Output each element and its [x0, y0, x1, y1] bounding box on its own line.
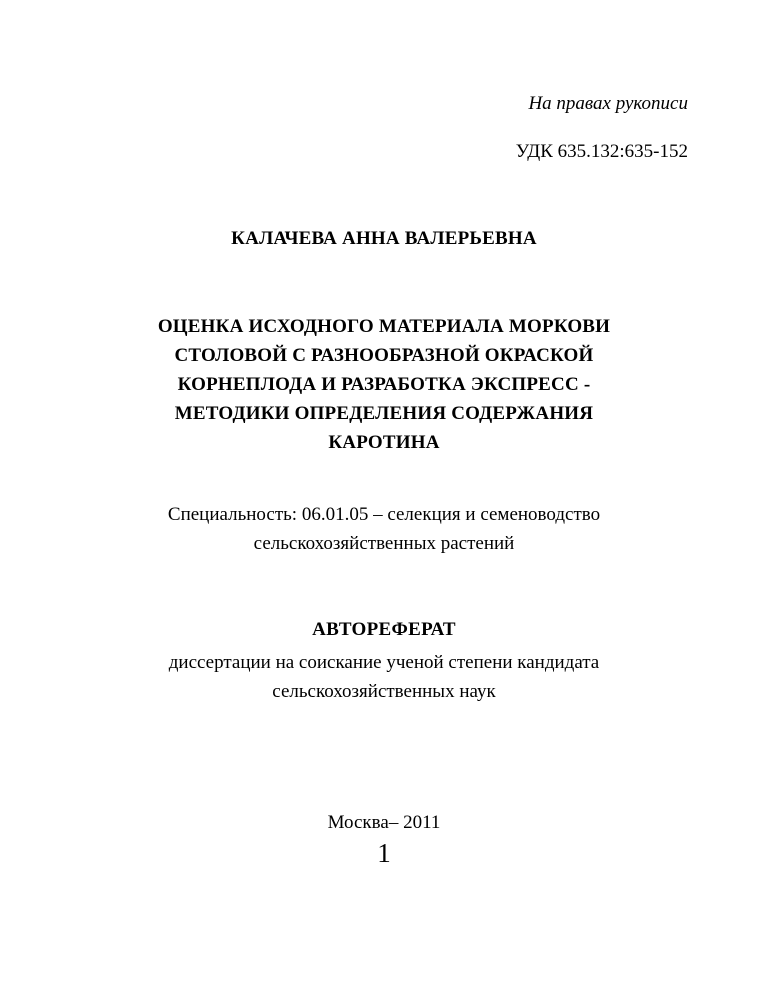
- specialty-line: сельскохозяйственных растений: [253, 533, 515, 554]
- city-year: Москва– 2011: [327, 812, 441, 833]
- document-genre: АВТОРЕФЕРАТ: [312, 619, 456, 640]
- degree-line: сельскохозяйственных наук: [272, 681, 496, 702]
- specialty-line: Специальность: 06.01.05 – селекция и семеноводство: [167, 504, 601, 525]
- degree-line: диссертации на соискание ученой степени кандидата: [168, 652, 600, 673]
- page-number: 1: [377, 838, 391, 868]
- dissertation-title: [140, 312, 628, 457]
- title-line: КАРОТИНА: [328, 432, 440, 453]
- udk-code: УДК 635.132:635-152: [515, 141, 688, 162]
- author-name: КАЛАЧЕВА АННА ВАЛЕРЬЕВНА: [231, 228, 537, 249]
- title-line: ОЦЕНКА ИСХОДНОГО МАТЕРИАЛА МОРКОВИ: [157, 316, 611, 337]
- title-line: КОРНЕПЛОДА И РАЗРАБОТКА ЭКСПРЕСС -: [177, 374, 591, 395]
- degree-description: [0, 648, 768, 706]
- specialty: [0, 500, 768, 558]
- title-line: СТОЛОВОЙ С РАЗНООБРАЗНОЙ ОКРАСКОЙ: [174, 345, 594, 366]
- rights-note: На правах рукописи: [528, 93, 688, 114]
- title-line: МЕТОДИКИ ОПРЕДЕЛЕНИЯ СОДЕРЖАНИЯ: [174, 403, 594, 424]
